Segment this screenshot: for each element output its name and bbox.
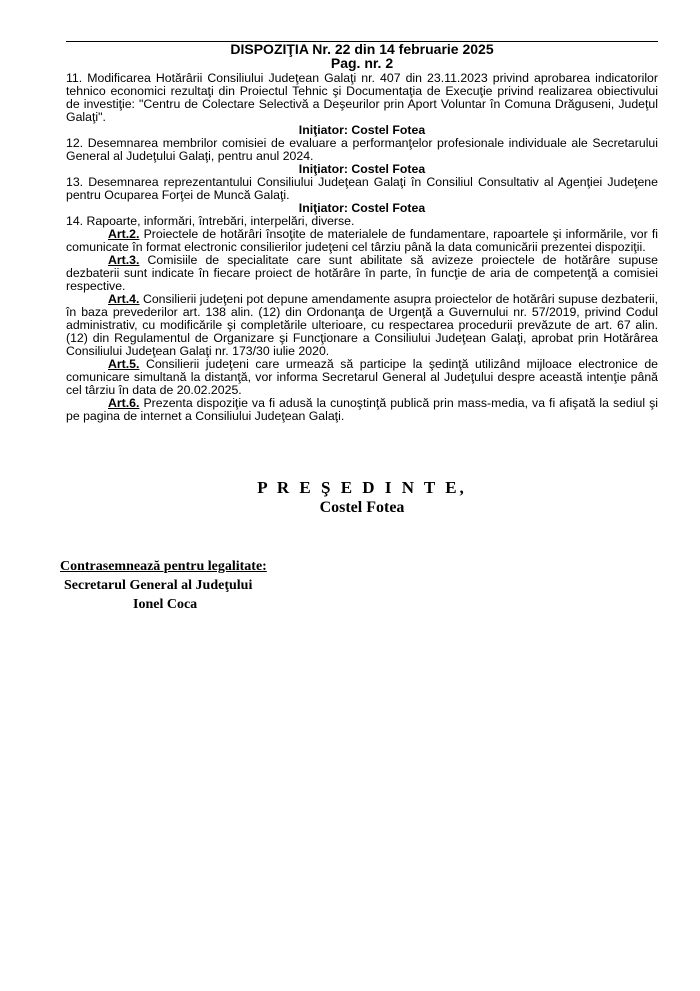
article-4 — [66, 293, 658, 358]
countersign-block — [60, 557, 267, 614]
article-5 — [66, 358, 658, 397]
article-6 — [66, 397, 658, 423]
article-label: Art.4. — [108, 292, 140, 306]
agenda-item: 13. Desemnarea reprezentantului Consiliului Judeţean Galaţi în Consiliul Consultativ al Agenţiei Judeţene pentru Ocuparea Forţei de Muncă Galaţi. — [66, 175, 658, 202]
agenda-initiator: Iniţiator: Costel Fotea — [298, 162, 426, 176]
article-label: Art.5. — [108, 357, 140, 371]
agenda-initiator: Iniţiator: Costel Fotea — [298, 123, 426, 137]
countersign-role: Secretarul General al Judeţului — [64, 578, 253, 593]
agenda-initiator: Iniţiator: Costel Fotea — [298, 201, 426, 215]
countersign-label: Contrasemnează pentru legalitate: — [60, 559, 267, 574]
article-label: Art.2. — [108, 227, 140, 241]
article-text: Consilierii judeţeni care urmează să participe la şedinţă utilizând mijloace electronice de comunicare simultană la distanţă, vor informa Secretarul General al Judeţului despre această intenţie până cel târziu în data de 20.02.2025. — [66, 357, 658, 397]
signature-role: P R E Ş E D I N T E, — [257, 478, 467, 497]
countersign-name: Ionel Coca — [133, 597, 198, 612]
document-body — [66, 72, 658, 423]
article-text: Comisiile de specialitate care sunt abilitate să avizeze proiectele de hotărâre supuse dezbaterii sunt indicate în fiecare proiect de hotărâre în parte, în funcţie de aria de competenţă a comisiei respective. — [66, 253, 658, 293]
article-text: Proiectele de hotărâri însoţite de materialele de fundamentare, rapoartele şi informările, vor fi comunicate în format electronic consilierilor judeţeni cel târziu până la data comunicării prezentei dispoziţii. — [66, 227, 658, 254]
document-title: DISPOZIŢIA Nr. 22 din 14 februarie 2025 — [230, 41, 494, 57]
article-2 — [66, 228, 658, 254]
article-label: Art.6. — [108, 396, 140, 410]
article-label: Art.3. — [108, 253, 140, 267]
agenda-item: 12. Desemnarea membrilor comisiei de evaluare a performanţelor profesionale individuale ale Secretarului General al Judeţului Galaţi, pentru anul 2024. — [66, 136, 658, 163]
page-number: Pag. nr. 2 — [330, 55, 394, 71]
signature-name: Costel Fotea — [319, 499, 405, 516]
article-text: Prezenta dispoziţie va fi adusă la cunoştinţă publică prin mass-media, va fi afişată la sediul şi pe pagina de internet a Consiliului Judeţean Galaţi. — [66, 396, 658, 423]
article-3 — [66, 254, 658, 293]
agenda-item: 11. Modificarea Hotărârii Consiliului Judeţean Galaţi nr. 407 din 23.11.2023 privind aprobarea indicatorilor tehnico economici rezultaţi din Proiectul Tehnic şi Documentaţia de Execuţie privind realizarea obiectivului de investiţie: "Centru de Colectare Selectivă a Deşeurilor prin Aport Voluntar în Comuna Drăguseni, Judeţul Galaţi". — [66, 71, 658, 124]
article-text: Consilierii judeţeni pot depune amendamente asupra proiectelor de hotărâri supuse dezbaterii, în baza prevederilor art. 138 alin. (12) din Ordonanţa de Urgenţă a Guvernului nr. 57/2019, privind Codul administrativ, cu modificările şi completările ulterioare, cu respectarea procedurii prevăzute de art. 67 alin. (12) din Regulamentul de Organizare şi Funcţionare a Consiliului Judeţean Galaţi, aprobat prin Hotărârea Consiliului Judeţean Galaţi nr. 173/30 iulie 2020. — [66, 292, 658, 358]
agenda-item: 14. Rapoarte, informări, întrebări, interpelări, diverse. — [66, 214, 355, 228]
